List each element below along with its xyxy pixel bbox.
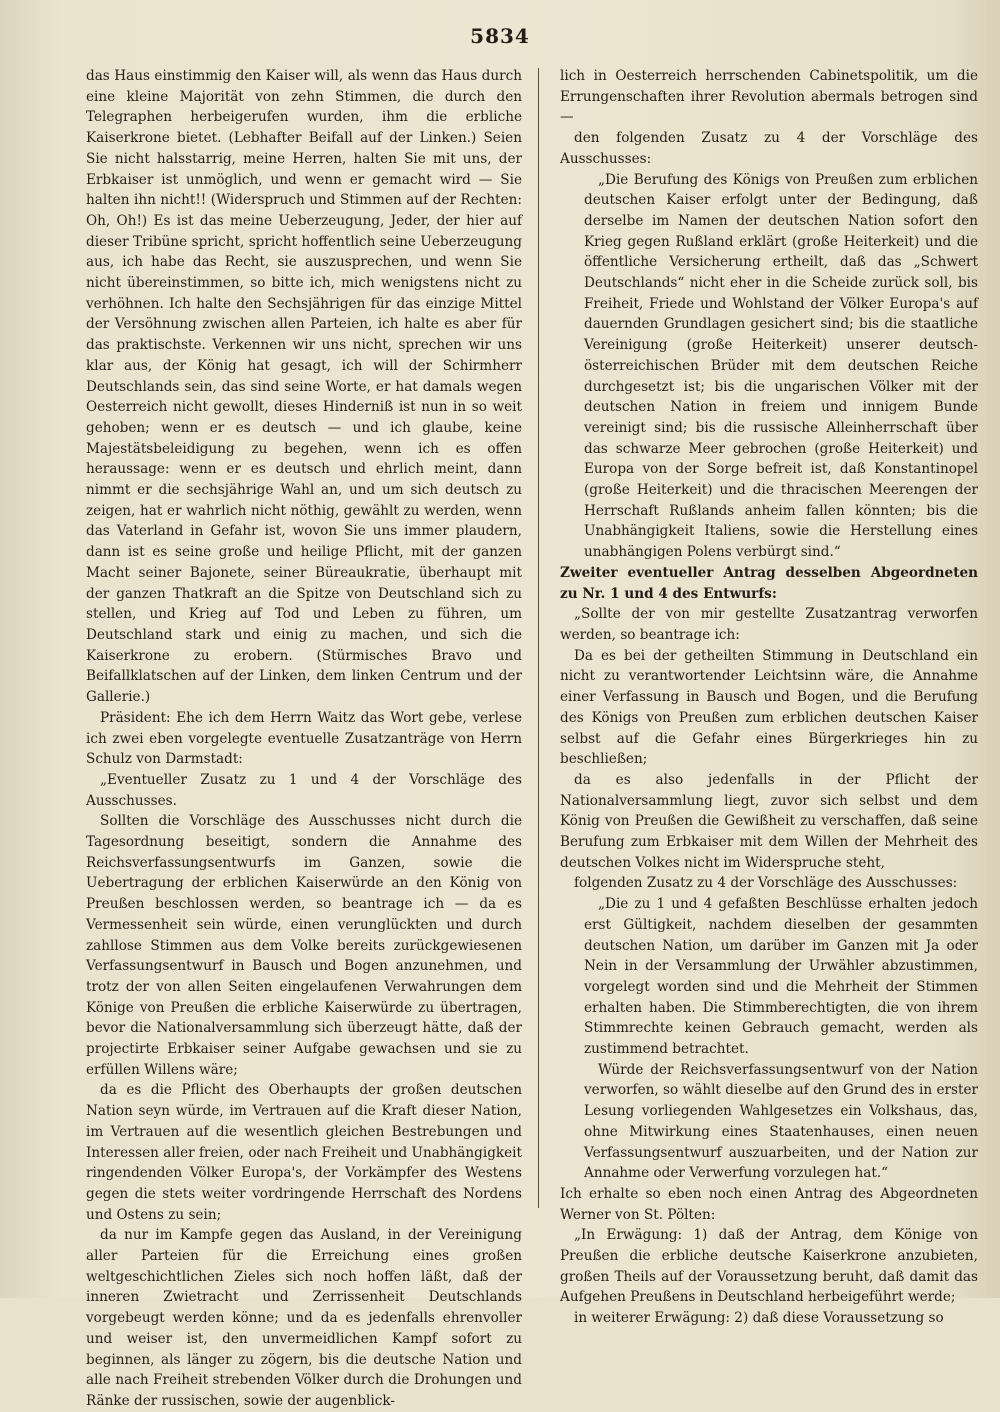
- paragraph: „Die Berufung des Königs von Preußen zum erblichen deutschen Kaiser erfolgt unter der Bedingung, daß derselbe im Namen der deutschen Nation sofort den Krieg gegen Rußland erklärt (große Heiterkeit) und die öffentliche Versicherung ertheilt, daß das „Schwert Deutschlands“ nicht eher in die Scheide zurück soll, bis Freiheit, Friede und Wohlstand der Völker Europa's auf dauernden Grundlagen gesichert sind; bis die staatliche Vereinigung (große Heiterkeit) unserer deutsch-österreichischen Brüder mit dem deutschen Reiche durchgesetzt ist; bis die ungarischen Völker mit der deutschen Nation in freiem und innigem Bunde vereinigt sind; bis die russische Alleinherrschaft über das schwarze Meer gebrochen (große Heiterkeit) und Europa von der Sorge befreit ist, daß Konstantinopel (große Heiterkeit) und die thracischen Meerengen der Herrschaft Rußlands anheim fallen könnten; bis die Unabhängigkeit Italiens, sowie die Herstellung eines unabhängigen Polens verbürgt sind.“: [584, 171, 978, 561]
- paragraph: Würde der Reichsverfassungsentwurf von der Nation verworfen, so wählt dieselbe auf den Grund des in erster Lesung vorliegenden Wahlgesetzes ein Volkshaus, das, ohne Mitwirkung eines Staatenhauses, einen neuen Verfassungsentwurf auszuarbeiten, und der Nation zur Annahme oder Verwerfung vorzulegen hat.“: [584, 1061, 978, 1182]
- paragraph: folgenden Zusatz zu 4 der Vorschläge des Ausschusses:: [574, 875, 958, 892]
- paragraph: „In Erwägung: 1) daß der Antrag, dem Könige von Preußen die erbliche deutsche Kaiserkrone anzubieten, großen Theils auf der Voraussetzung beruht, daß damit das Aufgehen Preußens in Deutschland herbeigeführt werde;: [560, 1227, 978, 1306]
- paragraph: Präsident: Ehe ich dem Herrn Waitz das Wort gebe, verlese ich zwei eben vorgelegte eventuelle Zusatzanträge von Herrn Schulz von Darmstadt:: [86, 709, 522, 768]
- paragraph: Zweiter eventueller Antrag desselben Abgeordneten zu Nr. 1 und 4 des Entwurfs:: [560, 564, 978, 602]
- left-column: [86, 66, 522, 1412]
- paragraph: „Die zu 1 und 4 gefaßten Beschlüsse erhalten jedoch erst Gültigkeit, nachdem dieselben der gesammten deutschen Nation, um darüber im Ganzen mit Ja oder Nein in der Versammlung der Urwähler abzustimmen, vorgelegt worden sind und die Mehrheit der Stimmen erhalten haben. Die Stimmberechtigten, die von ihrem Stimmrechte keinen Gebrauch gemacht, werden als zustimmend betrachtet.: [584, 896, 978, 1058]
- paragraph: Sollten die Vorschläge des Ausschusses nicht durch die Tagesordnung beseitigt, sondern die Annahme des Reichsverfassungsentwurfs im Ganzen, sowie die Uebertragung der erblichen Kaiserwürde an den König von Preußen beschlossen werden, so beantrage ich — da es Vermessenheit sein würde, einen verunglückten und durch zahllose Stimmen aus dem Volke bereits zurückgewiesenen Verfassungsentwurf in Bausch und Bogen anzunehmen, und trotz der von allen Seiten eingelaufenen Verwahrungen dem Könige von Preußen die erbliche Kaiserwürde zu übertragen, bevor die Nationalversammlung sich überzeugt hätte, daß der projectirte Erbkaiser seiner Aufgabe gewachsen und sie zu erfüllen Willens wäre;: [86, 813, 522, 1078]
- paragraph: „Sollte der von mir gestellte Zusatzantrag verworfen werden, so beantrage ich:: [560, 606, 978, 643]
- right-column: [560, 66, 978, 1329]
- paragraph: Da es bei der getheilten Stimmung in Deutschland ein nicht zu verantwortender Leichtsinn wäre, die Annahme einer Verfassung in Bausch und Bogen, und die Berufung des Königs von Preußen zum erblichen deutschen Kaiser selbst auf die Gefahr eines Bürgerkrieges hin zu beschließen;: [560, 647, 978, 768]
- paragraph: Ich erhalte so eben noch einen Antrag des Abgeordneten Werner von St. Pölten:: [560, 1185, 978, 1223]
- paragraph: da nur im Kampfe gegen das Ausland, in der Vereinigung aller Parteien für die Erreichung eines großen weltgeschichtlichen Zieles sich noch hoffen läßt, daß der inneren Zwietracht und Zerrissenheit Deutschlands vorgebeugt werden könne; und da es jedenfalls ehrenvoller und weiser ist, den unvermeidlichen Kampf sofort zu beginnen, als länger zu zögern, bis die deutsche Nation und alle nach Freiheit strebenden Völker durch die Drohungen und Ränke der russischen, sowie der augenblick-: [86, 1227, 522, 1409]
- column-divider: [538, 68, 539, 1208]
- paragraph: den folgenden Zusatz zu 4 der Vorschläge des Ausschusses:: [560, 130, 978, 167]
- paragraph: das Haus einstimmig den Kaiser will, als wenn das Haus durch eine kleine Majorität von zehn Stimmen, die durch den Telegraphen herbeigerufen wurden, ihm die erbliche Kaiserkrone bietet. (Lebhafter Beifall auf der Linken.) Seien Sie nicht halsstarrig, meine Herren, halten Sie mit uns, der Erbkaiser ist unmöglich, und wenn er gemacht wird — Sie halten ihn nicht!! (Widerspruch und Stimmen auf der Rechten: Oh, Oh!) Es ist das meine Ueberzeugung, Jeder, der hier auf dieser Tribüne spricht, spricht hoffentlich seine Ueberzeugung aus, ich habe das Recht, sie auszusprechen, und wenn Sie nicht übereinstimmen, so bitte ich, mich wenigstens nicht zu verhöhnen. Ich halte den Sechsjährigen für das einzige Mittel der Versöhnung zwischen allen Parteien, ich halte es aber für das praktischste. Verkennen wir uns nicht, sprechen wir uns klar aus, der König hat gesagt, ich will der Schirmherr Deutschlands sein, das sind seine Worte, er hat damals wegen Oesterreich nicht gewollt, dieses Hinderniß ist nun in so weit gehoben; wenn er es deutsch — und ich glaube, keine Majestätsbeleidigung zu begehen, wenn ich es offen heraussage: wenn er es deutsch und ehrlich meint, dann nimmt er die sechsjährige Wahl an, und um sich deutsch zu zeigen, hat er wahrlich nicht nöthig, gewählt zu werden, wenn das Vaterland in Gefahr ist, wovon Sie uns immer plaudern, dann ist es seine große und heilige Pflicht, mit der ganzen Macht seiner Bajonete, seiner Büreaukratie, überhaupt mit der ganzen Thatkraft an die Spitze von Deutschland sich zu stellen, und Krieg auf Tod und Leben zu führen, um Deutschland stark und einig zu machen, und sich die Kaiserkrone zu erobern. (Stürmisches Bravo und Beifallklatschen auf der Linken, dem linken Centrum und der Gallerie.): [86, 68, 522, 706]
- paragraph: lich in Oesterreich herrschenden Cabinetspolitik, um die Errungenschaften ihrer Revolution abermals betrogen sind —: [560, 68, 978, 126]
- paragraph: in weiterer Erwägung: 2) daß diese Voraussetzung so: [574, 1310, 944, 1327]
- paragraph: da es also jedenfalls in der Pflicht der Nationalversammlung liegt, zuvor sich selbst und dem König von Preußen die Gewißheit zu verschaffen, daß seine Berufung zum Erbkaiser mit dem Willen der Mehrheit des deutschen Volkes nicht im Widerspruche steht,: [560, 771, 978, 871]
- paragraph: da es die Pflicht des Oberhaupts der großen deutschen Nation seyn würde, im Vertrauen auf die Kraft dieser Nation, im Vertrauen auf die wesentlich gleichen Bestrebungen und Interessen aller freien, oder nach Freiheit und Unabhängigkeit ringendenden Völker Europa's, der Vorkämpfer des Westens gegen die stets weiter vordringende Herrschaft des Nordens und Ostens zu sein;: [86, 1082, 522, 1223]
- page-number: 5834: [470, 24, 530, 48]
- paragraph: „Eventueller Zusatz zu 1 und 4 der Vorschläge des Ausschusses.: [86, 771, 522, 809]
